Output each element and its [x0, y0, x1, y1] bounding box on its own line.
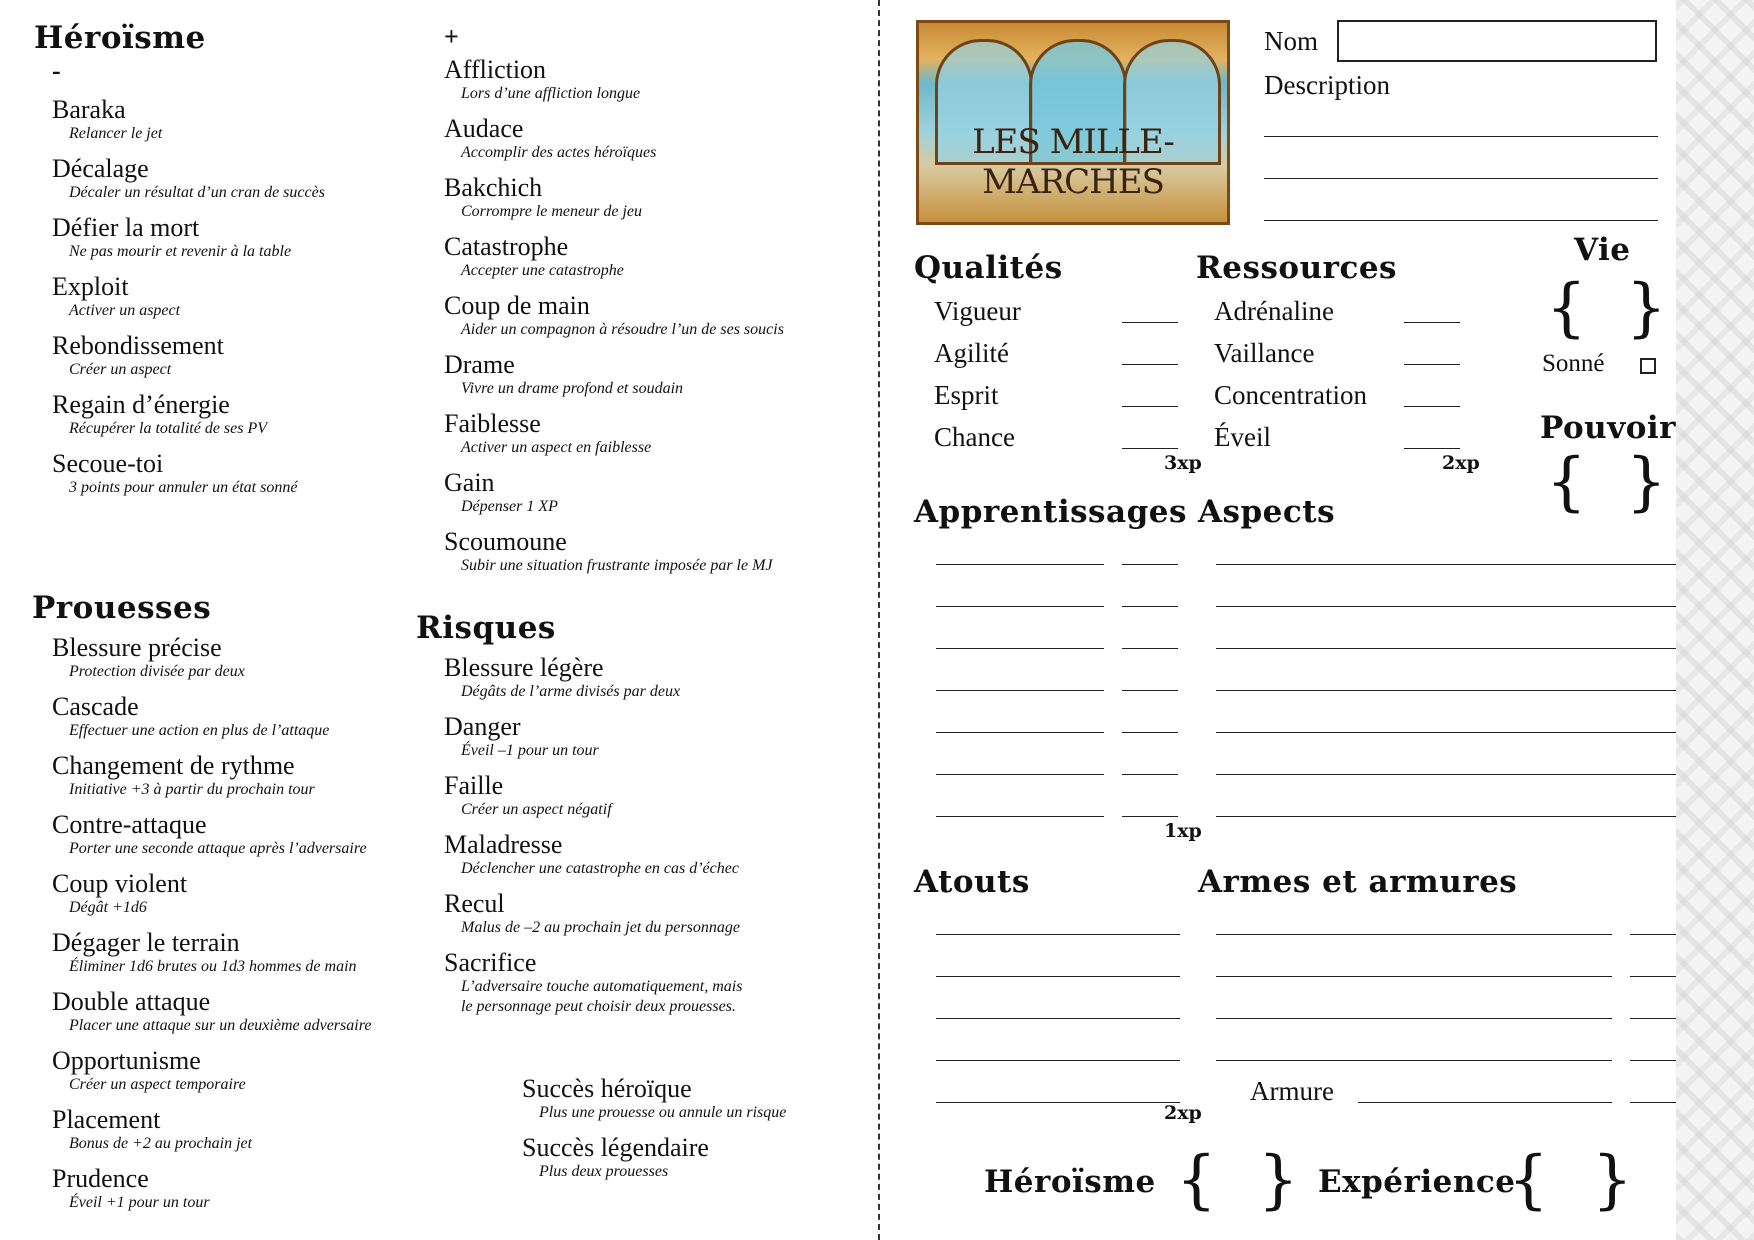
decorative-border	[1676, 0, 1754, 1240]
item-title: Gain	[444, 468, 495, 497]
quality-label: Vigueur	[934, 296, 1021, 326]
item-title: Sacrifice	[444, 948, 537, 977]
armure-label: Armure	[1250, 1076, 1334, 1106]
arme-field[interactable]	[1216, 1018, 1612, 1019]
item-title: Maladresse	[444, 830, 563, 859]
item-title: Coup de main	[444, 291, 590, 320]
resource-label: Vaillance	[1214, 338, 1315, 368]
list-item	[52, 1047, 492, 1095]
atouts-xp: 2xp	[1164, 1102, 1202, 1124]
arme-field[interactable]	[1216, 976, 1612, 977]
brace-open: {	[1176, 1143, 1217, 1217]
risques-title: Risques	[416, 610, 556, 646]
apprentissage-value-field[interactable]	[1122, 564, 1178, 565]
brace-open: {	[1546, 445, 1587, 519]
list-item	[444, 174, 884, 222]
armure-field[interactable]	[1358, 1102, 1612, 1103]
list-item	[52, 870, 492, 918]
resource-value-field[interactable]	[1404, 406, 1460, 407]
item-title: Prudence	[52, 1164, 149, 1193]
apprentissage-field[interactable]	[936, 564, 1104, 565]
item-description: Créer un aspect temporaire	[69, 1076, 246, 1093]
list-item	[444, 56, 884, 104]
apprentissage-field[interactable]	[936, 690, 1104, 691]
item-description: Décaler un résultat d’un cran de succès	[69, 184, 325, 201]
item-title: Succès héroïque	[522, 1074, 692, 1103]
heroisme-counter-label: Héroïsme	[984, 1164, 1156, 1200]
brace-close: }	[1626, 271, 1667, 345]
list-item	[52, 752, 492, 800]
item-description: Initiative +3 à partir du prochain tour	[69, 781, 315, 798]
armes-title: Armes et armures	[1198, 864, 1518, 900]
vie-title: Vie	[1574, 232, 1631, 268]
item-description: Plus une prouesse ou annule un risque	[539, 1104, 787, 1121]
aspect-field[interactable]	[1216, 816, 1744, 817]
item-description: L’adversaire touche automatiquement, mais	[461, 978, 743, 995]
apprentissages-xp: 1xp	[1164, 820, 1202, 842]
item-title: Succès légendaire	[522, 1133, 709, 1162]
aspect-field[interactable]	[1216, 564, 1744, 565]
item-description: Éveil –1 pour un tour	[461, 742, 599, 759]
item-description: 3 points pour annuler un état sonné	[69, 479, 298, 496]
brace-open: {	[1508, 1143, 1549, 1217]
aspect-field[interactable]	[1216, 690, 1744, 691]
item-title: Double attaque	[52, 987, 211, 1016]
atouts-title: Atouts	[914, 864, 1030, 900]
resource-value-field[interactable]	[1404, 322, 1460, 323]
item-description: Ne pas mourir et revenir à la table	[69, 243, 292, 260]
minus-sign: -	[52, 56, 61, 85]
aspect-field[interactable]	[1216, 732, 1744, 733]
list-item	[444, 654, 884, 702]
quality-value-field[interactable]	[1122, 364, 1178, 365]
apprentissages-title: Apprentissages	[914, 494, 1187, 530]
list-item	[444, 115, 884, 163]
arme-field[interactable]	[1216, 1060, 1612, 1061]
list-item	[52, 96, 492, 144]
aspect-field[interactable]	[1216, 606, 1744, 607]
page-divider	[878, 0, 880, 1240]
list-item	[444, 831, 884, 879]
item-description: Subir une situation frustrante imposée par le MJ	[461, 557, 773, 574]
sonne-label: Sonné	[1542, 350, 1605, 377]
brace-open: {	[1546, 271, 1587, 345]
item-description: Plus deux prouesses	[539, 1163, 669, 1180]
atout-field[interactable]	[936, 1060, 1180, 1061]
apprentissage-field[interactable]	[936, 606, 1104, 607]
apprentissage-value-field[interactable]	[1122, 774, 1178, 775]
resource-value-field[interactable]	[1404, 448, 1460, 449]
item-description: Protection divisée par deux	[69, 663, 245, 680]
item-title: Secoue-toi	[52, 449, 164, 478]
item-description: Dégâts de l’arme divisés par deux	[461, 683, 681, 700]
quality-label: Agilité	[934, 338, 1009, 368]
item-description: Créer un aspect négatif	[461, 801, 612, 818]
description-label: Description	[1264, 70, 1390, 100]
list-item	[522, 1075, 962, 1123]
description-line[interactable]	[1264, 136, 1658, 137]
item-description: Activer un aspect	[69, 302, 181, 319]
description-line[interactable]	[1264, 220, 1658, 221]
item-title: Défier la mort	[52, 213, 200, 242]
item-title: Changement de rythme	[52, 751, 295, 780]
list-item	[444, 233, 884, 281]
item-description: Déclencher une catastrophe en cas d’échec	[461, 860, 739, 877]
item-description: Éveil +1 pour un tour	[69, 1194, 210, 1211]
list-item	[52, 155, 492, 203]
resource-label: Adrénaline	[1214, 296, 1334, 326]
brace-close: }	[1592, 1143, 1633, 1217]
item-title: Placement	[52, 1105, 161, 1134]
list-item	[444, 528, 884, 576]
apprentissage-value-field[interactable]	[1122, 606, 1178, 607]
list-item	[52, 450, 492, 498]
item-title: Catastrophe	[444, 232, 569, 261]
aspect-field[interactable]	[1216, 774, 1744, 775]
item-description: Porter une seconde attaque après l’adversaire	[69, 840, 367, 857]
item-title: Recul	[444, 889, 505, 918]
quality-label: Chance	[934, 422, 1015, 452]
item-description: Créer un aspect	[69, 361, 172, 378]
item-title: Opportunisme	[52, 1046, 201, 1075]
item-title: Coup violent	[52, 869, 188, 898]
brace-close: }	[1626, 445, 1667, 519]
item-description: Accepter une catastrophe	[461, 262, 624, 279]
list-item	[52, 988, 492, 1036]
item-description: Activer un aspect en faiblesse	[461, 439, 652, 456]
list-item	[444, 713, 884, 761]
experience-counter-label: Expérience	[1318, 1164, 1516, 1200]
item-title: Drame	[444, 350, 515, 379]
item-description: Placer une attaque sur un deuxième adversaire	[69, 1017, 372, 1034]
atout-field[interactable]	[936, 934, 1180, 935]
heroisme-title: Héroïsme	[34, 20, 206, 56]
item-title: Cascade	[52, 692, 139, 721]
item-description: Récupérer la totalité de ses PV	[69, 420, 268, 437]
item-description: Accomplir des actes héroïques	[461, 144, 657, 161]
prouesses-title: Prouesses	[32, 590, 212, 626]
list-item	[52, 811, 492, 859]
list-item	[444, 351, 884, 399]
item-title: Dégager le terrain	[52, 928, 240, 957]
item-title: Exploit	[52, 272, 129, 301]
item-title: Baraka	[52, 95, 126, 124]
apprentissage-value-field[interactable]	[1122, 648, 1178, 649]
list-item	[52, 693, 492, 741]
item-title: Danger	[444, 712, 521, 741]
item-description: Dégât +1d6	[69, 899, 147, 916]
item-title: Contre-attaque	[52, 810, 207, 839]
item-description: Bonus de +2 au prochain jet	[69, 1135, 253, 1152]
pouvoir-title: Pouvoir	[1540, 410, 1676, 446]
list-item	[444, 772, 884, 820]
quality-value-field[interactable]	[1122, 406, 1178, 407]
item-title: Scoumoune	[444, 527, 567, 556]
arme-field[interactable]	[1216, 934, 1612, 935]
quality-value-field[interactable]	[1122, 322, 1178, 323]
apprentissage-field[interactable]	[936, 816, 1104, 817]
sonne-checkbox[interactable]	[1640, 358, 1656, 374]
list-item	[52, 1106, 492, 1154]
item-description: Dépenser 1 XP	[461, 498, 558, 515]
plus-sign: +	[444, 22, 459, 51]
game-logo	[916, 20, 1230, 225]
quality-value-field[interactable]	[1122, 448, 1178, 449]
aspect-field[interactable]	[1216, 648, 1744, 649]
nom-label: Nom	[1264, 26, 1318, 56]
item-description: Relancer le jet	[69, 125, 163, 142]
list-item	[52, 929, 492, 977]
item-title: Décalage	[52, 154, 149, 183]
list-item	[444, 890, 884, 938]
item-title: Blessure légère	[444, 653, 604, 682]
ressources-title: Ressources	[1196, 250, 1397, 286]
list-item	[444, 292, 884, 340]
list-item	[52, 391, 492, 439]
item-title: Rebondissement	[52, 331, 224, 360]
list-item	[52, 1165, 492, 1213]
logo-text: LES MILLE-MARCHES	[972, 122, 1174, 202]
quality-label: Esprit	[934, 380, 999, 410]
item-title: Faiblesse	[444, 409, 541, 438]
item-description: le personnage peut choisir deux prouesses.	[461, 998, 736, 1015]
item-description: Effectuer une action en plus de l’attaque	[69, 722, 330, 739]
item-title: Faille	[444, 771, 504, 800]
apprentissage-field[interactable]	[936, 732, 1104, 733]
item-description: Vivre un drame profond et soudain	[461, 380, 684, 397]
apprentissage-value-field[interactable]	[1122, 732, 1178, 733]
qualites-xp: 3xp	[1164, 452, 1202, 474]
list-item	[52, 332, 492, 380]
item-title: Affliction	[444, 55, 547, 84]
aspects-title: Aspects	[1198, 494, 1336, 530]
apprentissage-value-field[interactable]	[1122, 690, 1178, 691]
list-item	[52, 214, 492, 262]
atout-field[interactable]	[936, 1018, 1180, 1019]
item-description: Éliminer 1d6 brutes ou 1d3 hommes de main	[69, 958, 357, 975]
atout-field[interactable]	[936, 976, 1180, 977]
apprentissage-field[interactable]	[936, 648, 1104, 649]
list-item	[444, 949, 884, 1017]
qualites-title: Qualités	[914, 250, 1063, 286]
list-item	[444, 469, 884, 517]
item-title: Blessure précise	[52, 633, 222, 662]
apprentissage-value-field[interactable]	[1122, 816, 1178, 817]
item-title: Regain d’énergie	[52, 390, 230, 419]
resource-label: Éveil	[1214, 422, 1271, 452]
atout-field[interactable]	[936, 1102, 1180, 1103]
list-item	[522, 1134, 962, 1182]
item-description: Malus de –2 au prochain jet du personnage	[461, 919, 740, 936]
item-title: Bakchich	[444, 173, 543, 202]
ressources-xp: 2xp	[1442, 452, 1480, 474]
description-line[interactable]	[1264, 178, 1658, 179]
list-item	[52, 273, 492, 321]
item-description: Corrompre le meneur de jeu	[461, 203, 642, 220]
brace-close: }	[1258, 1143, 1299, 1217]
item-title: Audace	[444, 114, 524, 143]
list-item	[444, 410, 884, 458]
nom-field[interactable]	[1337, 20, 1657, 62]
resource-label: Concentration	[1214, 380, 1367, 410]
apprentissage-field[interactable]	[936, 774, 1104, 775]
item-description: Lors d’une affliction longue	[461, 85, 641, 102]
item-description: Aider un compagnon à résoudre l’un de ses soucis	[461, 321, 784, 338]
resource-value-field[interactable]	[1404, 364, 1460, 365]
